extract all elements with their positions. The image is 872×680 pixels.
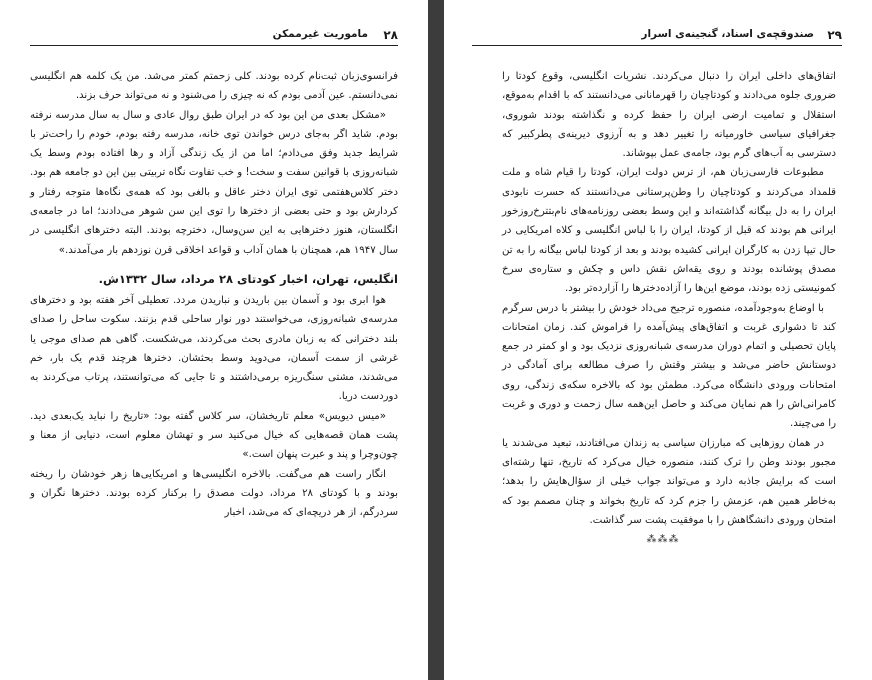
- left-page: [0, 0, 428, 680]
- book-gutter: [428, 0, 444, 680]
- paragraph: مطبوعات فارسی‌زبان هم، از ترس دولت ایران، کودتا را قیام شاه و ملت قلمداد می‌کردند و کودتاچیان را وطن‌پرستانی می‌دانستند که حسرت نابودی ایران را به دل بیگانه گذاشته‌اند و این وسط بعضی روزنامه‌های نام‌بتترخ‌روزخور ایرانی هم بودند که قبل از کودتا، ایران را با لباس انگلیسی و کلاه امریکایی در حال تیپا زدن به کارگران ایرانی کشیده بودند و بعد از کودتا لباس بیگانه را به تن مصدق پوشانده بودند و روی یقه‌اش نقش داس و چکش و ستاره‌ی سرخ کمونیستی زده بودند، موضع این‌ها را آزاده‌دخترها را آزارده‌تر بود.: [502, 167, 836, 295]
- paragraph: با اوضاع به‌وجودآمده، منصوره ترجیح می‌داد خودش را بیشتر با درس سرگرم کند تا دشواری غربت و اتفاق‌های پیش‌آمده را فراموش کند. زمان امتحانات پایان تحصیلی و اتمام دوران مدرسه‌ی شبانه‌روزی نزدیک بود و او کمتر در جمع دوستانش حاضر می‌شد و بیشتر وقتش را صرف مطالعه برای آمادگی در امتحانات ورودی دانشگاه می‌کرد. مطمئن بود که بالاخره سکه‌ی زندگی، روی کامرانی‌اش را هم نمایان می‌کند و حاصل این‌همه سال زحمت و دوری و غربت را می‌چیند.: [502, 302, 836, 430]
- paragraph: «مشکل بعدی من این بود که در ایران طبق روال عادی و سال به سال مدرسه نرفته بودم. شاید اگر به‌جای درس خواندن توی خانه، مدرسه رفته بودم، خودم را راحت‌تر با شرایط جدید وفق می‌دادم؛ اما من از یک زندگی آزاد و رها افتاده بودم وسط یک شبانه‌روزی با قوانین سفت و سخت! و خب تفاوت نگاه تربیتی بین این دو جامعه هم بود. دختر کلاس‌هفتمی توی ایران دختر عاقل و بالغی بود که همه‌ی نگاه‌ها متوجه رفتار و کردارش بود و حتی بعضی از دخترها را توی این سن شوهر می‌دادند؛ اما در جامعه‌ی انگلستان، هنوز دخترهایی به این سن‌وسال، دخترچه بودند. البته دخترهای انگلیسی در سال ۱۹۴۷ هم، همچنان با همان آداب و قواعد اخلاقی قرن نوزدهم بار می‌آمدند.»: [30, 109, 398, 256]
- left-page-header: [30, 28, 398, 46]
- paragraph: فرانسوی‌زبان ثبت‌نام کرده بودند. کلی زحمتم کمتر می‌شد. من یک کلمه هم انگلیسی نمی‌دانستم. عین آدمی بودم که نه چیزی را می‌شنود و نه می‌تواند حرف بزند.: [30, 71, 398, 102]
- page-number: ۲۹: [827, 28, 842, 42]
- paragraph: اتفاق‌های داخلی ایران را دنبال می‌کردند. نشریات انگلیسی، وقوع کودتا را ضروری جلوه می‌دادند و کودتاچیان را قهرمانانی می‌دانستند که با اقدام به‌موقع، استقلال و تمامیت ارضی ایران را حفظ کرده و نگذاشته بودند شوروی، جغرافیای سیاسی خاورمیانه را تغییر دهد و به آرزوی دیرینه‌ی پطرکبیر که دسترسی به آب‌های گرم بود، جامه‌ی عمل بپوشاند.: [502, 71, 836, 160]
- paragraph: «میس دیویس» معلم تاریخشان، سر کلاس گفته بود: «تاریخ را نباید یک‌بعدی دید. پشت همان قصه‌هایی که خیال می‌کنید سر و تهشان معلوم است، دنیایی از معنا و چون‌وچرا و پند و عبرت پنهان است.»: [30, 410, 398, 461]
- right-page: [444, 0, 872, 680]
- right-page-body: [502, 67, 836, 549]
- section-separator: ⁂⁂⁂: [646, 534, 680, 546]
- right-page-header: [472, 28, 842, 46]
- paragraph: در همان روزهایی که مبارزان سیاسی به زندان می‌افتادند، تبعید می‌شدند یا مجبور بودند وطن را ترک کنند، منصوره خیال می‌کرد که تاریخ، تنها رشته‌ای است که برایش جاذبه دارد و می‌تواند جواب خیلی از سؤال‌هایش را بدهد؛ به‌خاطر همین هم، عزمش را جزم کرد که تاریخ بخواند و چنان مصمم بود که امتحان ورودی دانشگاهش را با موفقیت پشت سر گذاشت.: [502, 437, 836, 526]
- running-title: صندوقچه‌ی اسناد، گنجینه‌ی اسرار: [641, 28, 814, 40]
- paragraph: انگار راست هم می‌گفت. بالاخره انگلیسی‌ها و امریکایی‌ها زهر خودشان را ریخته بودند و با کودتای ۲۸ مرداد، دولت مصدق را برکنار کرده بودند. دخترها نگران و سردرگم، از هر دریچه‌ای که می‌شد، اخبار: [30, 468, 398, 519]
- header-rule: [472, 45, 842, 46]
- section-heading: انگلیس، تهران، اخبار کودتای ۲۸ مرداد، سال ۱۳۳۲ش.: [98, 271, 398, 286]
- paragraph: هوا ابری بود و آسمان بین باریدن و نباریدن مردد. تعطیلی آخر هفته بود و دخترهای مدرسه‌ی شبانه‌روزی، می‌خواستند دور نوار ساحلی قدم بزنند. سکوت ساحل را صدای بلند دخترانی که به زبان مادری بحث می‌کردند، می‌شکست. گاهی هم صدای موجی یا غرشی از سمت آسمان، می‌دوید وسط بحثشان. دخترها هرچند قدم یک بار، خم می‌شدند، مشتی سنگ‌ریزه برمی‌داشتند و تا جایی که می‌توانستند، پرتاب می‌کردند به دوردست دریا.: [30, 294, 398, 403]
- running-title: ماموریت غیرممکن: [272, 28, 368, 40]
- left-page-body: [30, 67, 398, 523]
- header-rule: [30, 45, 398, 46]
- page-number: ۲۸: [383, 28, 398, 42]
